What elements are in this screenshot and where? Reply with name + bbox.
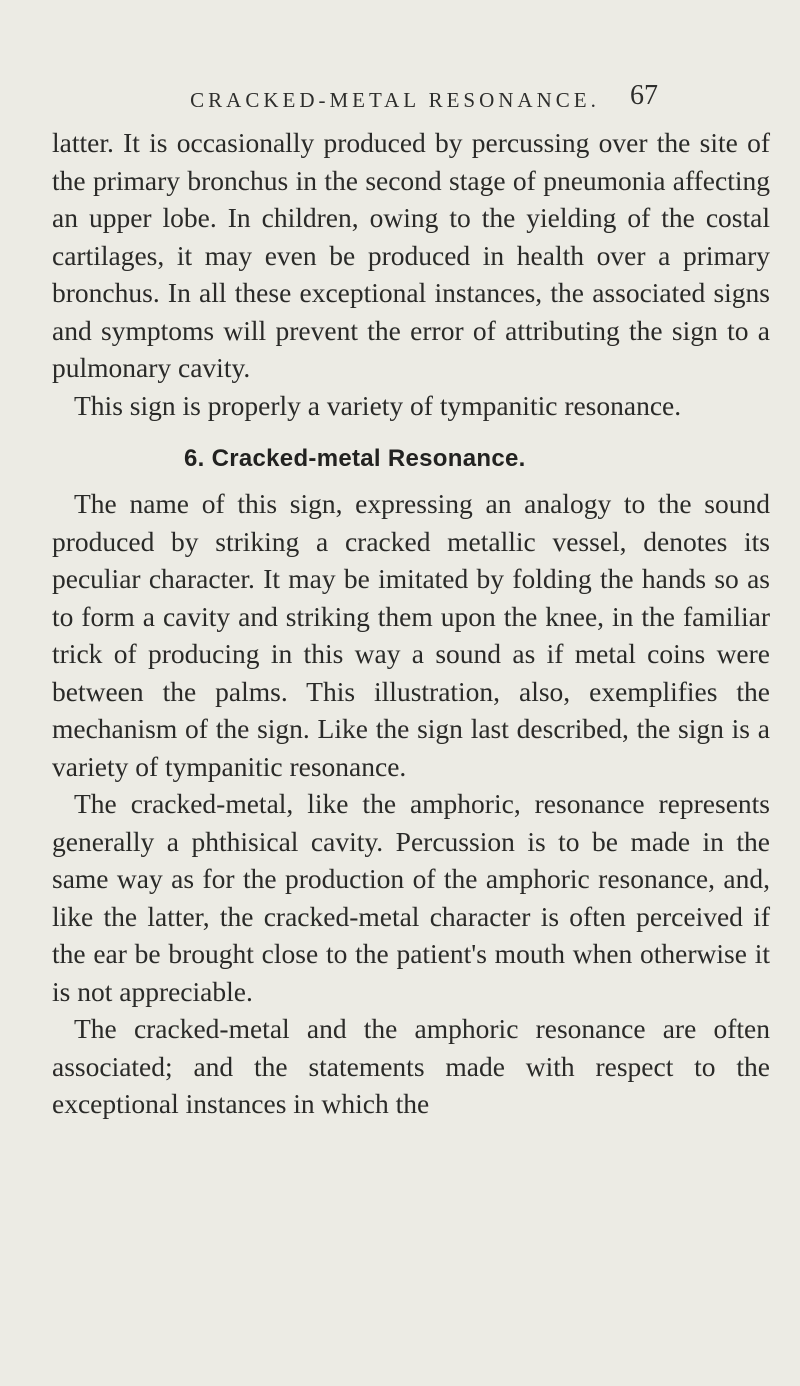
paragraph: latter. It is occasionally produced by percussing over the site of the primary bronchus in the second stage of pneumonia affecting an upper lobe. In children, owing to the yielding of the costal cartilages, it may even be produced in health over a primary bronchus. In all these exceptional instances, the associated signs and symptoms will prevent the error of attributing the sign to a pulmonary cavity. xyxy=(52,127,770,383)
section-heading: 6. Cracked-metal Resonance. xyxy=(184,445,526,472)
paragraph: The cracked-metal, like the amphoric, resonance represents generally a phthisical cavity. Percussion is to be made in the same way as for the production of the amphoric resonance, and, like the latter, the cracked-metal character is often perceived if the ear be brought close to the patient's mouth when otherwise it is not appreciable. xyxy=(52,788,770,1007)
page-number: 67 xyxy=(630,80,658,111)
paragraph: The cracked-metal and the amphoric resonance are often associated; and the statements made with respect to the exceptional instances in which the xyxy=(52,1013,770,1119)
running-head: CRACKED-METAL RESONANCE. xyxy=(190,88,600,112)
body-text xyxy=(52,124,770,1123)
paragraph: This sign is properly a variety of tympanitic resonance. xyxy=(74,389,682,421)
paragraph: The name of this sign, expressing an analogy to the sound produced by striking a cracked metallic vessel, denotes its peculiar character. It may be imitated by folding the hands so as to form a cavity and striking them upon the knee, in the familiar trick of producing in this way a sound as if metal coins were between the palms. This illustration, also, exemplifies the mechanism of the sign. Like the sign last described, the sign is a variety of tympanitic resonance. xyxy=(52,488,770,782)
